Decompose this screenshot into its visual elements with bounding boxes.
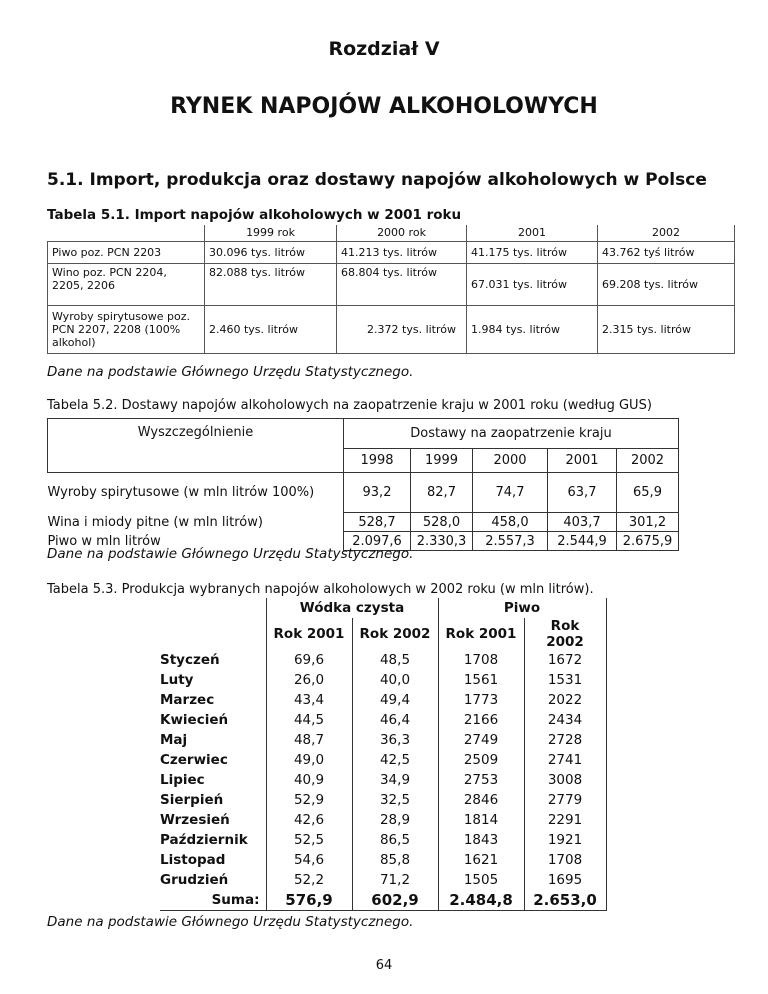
table-cell: 2.557,3 (473, 532, 548, 551)
col-header: Wyszczególnienie (48, 419, 344, 473)
table-cell: 65,9 (617, 473, 679, 513)
year-cell: 2002 (617, 449, 679, 473)
table-cell: 1505 (438, 870, 524, 890)
table-cell: 42,5 (352, 750, 438, 770)
table3-caption: Tabela 5.3. Produkcja wybranych napojów alkoholowych w 2002 roku (w mln litrów). (47, 582, 594, 597)
table-cell: 52,5 (266, 830, 352, 850)
table-row (48, 513, 679, 532)
table-cell: 41.213 tys. litrów (337, 241, 467, 263)
table-cell: 43,4 (266, 690, 352, 710)
table-row (160, 830, 606, 850)
table2-caption: Tabela 5.2. Dostawy napojów alkoholowych na zaopatrzenie kraju w 2001 roku (według GUS) (47, 398, 652, 413)
table-cell: 54,6 (266, 850, 352, 870)
year-cell: 2000 (473, 449, 548, 473)
table-cell: 69.208 tys. litrów (598, 263, 735, 305)
sum-row (160, 890, 606, 910)
table-cell: 40,9 (266, 770, 352, 790)
group-header: Dostawy na zaopatrzenie kraju (344, 419, 679, 449)
sum-cell: 602,9 (352, 890, 438, 910)
table-cell: 2509 (438, 750, 524, 770)
month-label: Luty (160, 672, 194, 688)
year-cell: 2001 (548, 449, 617, 473)
row-label: Piwo w mln litrów (47, 533, 161, 549)
table-row (160, 650, 606, 670)
table-cell: 1708 (438, 650, 524, 670)
month-label: Grudzień (160, 872, 229, 888)
table-cell: 49,4 (352, 690, 438, 710)
table-cell: 2.544,9 (548, 532, 617, 551)
table-cell: 26,0 (266, 670, 352, 690)
table-cell: 40,0 (352, 670, 438, 690)
table-cell: 2.315 tys. litrów (598, 305, 735, 353)
production-rows (160, 650, 606, 890)
row-label: Wyroby spirytusowe (w mln litrów 100%) (47, 485, 315, 501)
table-row (160, 870, 606, 890)
table-cell: 2.330,3 (411, 532, 473, 551)
table-cell: 528,7 (344, 513, 411, 532)
chapter-heading: Rozdział V (328, 38, 440, 60)
month-label: Sierpień (160, 792, 224, 808)
table-cell: 2846 (438, 790, 524, 810)
month-label: Maj (160, 732, 188, 748)
table-row (160, 670, 606, 690)
supply-table (47, 418, 679, 551)
sum-cell: 2.653,0 (524, 890, 606, 910)
header-cell: 2000 rok (337, 225, 467, 241)
table-cell: 1773 (438, 690, 524, 710)
table-cell: 1695 (524, 870, 606, 890)
table-cell: 63,7 (548, 473, 617, 513)
table-cell: 52,2 (266, 870, 352, 890)
header-cell: 1999 rok (205, 225, 337, 241)
table-cell: 1672 (524, 650, 606, 670)
header-cell: 2002 (598, 225, 735, 241)
table-cell: 1561 (438, 670, 524, 690)
table-cell: 42,6 (266, 810, 352, 830)
row-label: Wyroby spirytusowe poz. PCN 2207, 2208 (100% alkohol) (48, 305, 205, 353)
table-row (160, 790, 606, 810)
import-table (47, 225, 735, 354)
group-header-row (160, 598, 606, 618)
table-cell: 2022 (524, 690, 606, 710)
table-cell: 2753 (438, 770, 524, 790)
table-cell: 2291 (524, 810, 606, 830)
table1-source: Dane na podstawie Głównego Urzędu Statystycznego. (47, 364, 414, 380)
row-label: Piwo poz. PCN 2203 (48, 241, 205, 263)
header-cell: 2001 (467, 225, 598, 241)
table-cell: 2166 (438, 710, 524, 730)
sub-header: Rok 2002 (524, 618, 606, 650)
table-cell: 36,3 (352, 730, 438, 750)
table-cell: 1.984 tys. litrów (467, 305, 598, 353)
table-cell: 41.175 tys. litrów (467, 241, 598, 263)
table-cell: 2749 (438, 730, 524, 750)
month-label: Czerwiec (160, 752, 228, 768)
table-cell: 1814 (438, 810, 524, 830)
month-label: Kwiecień (160, 712, 229, 728)
table-cell: 2.460 tys. litrów (205, 305, 337, 353)
table-row (160, 750, 606, 770)
table-cell: 67.031 tys. litrów (467, 263, 598, 305)
table-cell: 3008 (524, 770, 606, 790)
table-cell: 1531 (524, 670, 606, 690)
table-cell: 2779 (524, 790, 606, 810)
table-cell: 2434 (524, 710, 606, 730)
table-row (160, 770, 606, 790)
table-cell: 82.088 tys. litrów (205, 263, 337, 305)
table-cell: 86,5 (352, 830, 438, 850)
table-cell: 2.097,6 (344, 532, 411, 551)
table-cell: 458,0 (473, 513, 548, 532)
page-number: 64 (375, 958, 393, 973)
table-row (160, 710, 606, 730)
table-cell: 32,5 (352, 790, 438, 810)
table-cell: 403,7 (548, 513, 617, 532)
production-table (160, 598, 607, 911)
blank-cell (160, 618, 266, 650)
table-cell: 71,2 (352, 870, 438, 890)
table-cell: 48,5 (352, 650, 438, 670)
table-cell: 82,7 (411, 473, 473, 513)
sub-header: Rok 2002 (352, 618, 438, 650)
table-cell: 2.675,9 (617, 532, 679, 551)
table-cell: 2741 (524, 750, 606, 770)
table-cell: 44,5 (266, 710, 352, 730)
year-cell: 1999 (411, 449, 473, 473)
table-cell: 2.372 tys. litrów (337, 305, 467, 353)
group-header-vodka: Wódka czysta (266, 598, 438, 618)
sum-cell: 2.484,8 (438, 890, 524, 910)
table-cell: 52,9 (266, 790, 352, 810)
table-cell: 74,7 (473, 473, 548, 513)
header-blank (48, 225, 205, 241)
month-label: Styczeń (160, 652, 220, 668)
month-label: Marzec (160, 692, 215, 708)
month-label: Listopad (160, 852, 226, 868)
sub-header: Rok 2001 (438, 618, 524, 650)
group-header-beer: Piwo (438, 598, 606, 618)
table-row (160, 850, 606, 870)
table-row (48, 473, 679, 513)
table-row (48, 263, 735, 305)
sub-header-row (160, 618, 606, 650)
month-label: Wrzesień (160, 812, 230, 828)
import-table-header (48, 225, 735, 241)
table-cell: 301,2 (617, 513, 679, 532)
blank-cell (160, 598, 266, 618)
sum-label: Suma: (160, 890, 266, 910)
table-cell: 2728 (524, 730, 606, 750)
table-row (160, 690, 606, 710)
supply-header-row (48, 419, 679, 449)
table-cell: 28,9 (352, 810, 438, 830)
page-title: RYNEK NAPOJÓW ALKOHOLOWYCH (170, 94, 598, 119)
table-cell: 1843 (438, 830, 524, 850)
section-heading: 5.1. Import, produkcja oraz dostawy napojów alkoholowych w Polsce (47, 170, 707, 190)
year-cell: 1998 (344, 449, 411, 473)
table-cell: 46,4 (352, 710, 438, 730)
table-cell: 85,8 (352, 850, 438, 870)
month-label: Październik (160, 832, 248, 848)
table-cell: 43.762 tyś litrów (598, 241, 735, 263)
table1-caption: Tabela 5.1. Import napojów alkoholowych w 2001 roku (47, 207, 462, 223)
table-row (160, 810, 606, 830)
table-cell: 528,0 (411, 513, 473, 532)
table3-source: Dane na podstawie Głównego Urzędu Statystycznego. (47, 914, 414, 930)
month-label: Lipiec (160, 772, 205, 788)
row-label: Wino poz. PCN 2204, 2205, 2206 (48, 263, 205, 305)
table-cell: 68.804 tys. litrów (337, 263, 467, 305)
table-cell: 34,9 (352, 770, 438, 790)
table-cell: 1621 (438, 850, 524, 870)
sum-cell: 576,9 (266, 890, 352, 910)
table-row (48, 241, 735, 263)
table2-source: Dane na podstawie Głównego Urzędu Statystycznego. (47, 546, 414, 562)
sub-header: Rok 2001 (266, 618, 352, 650)
table-cell: 30.096 tys. litrów (205, 241, 337, 263)
table-cell: 1708 (524, 850, 606, 870)
table-cell: 48,7 (266, 730, 352, 750)
row-label: Wina i miody pitne (w mln litrów) (47, 514, 263, 530)
table-cell: 69,6 (266, 650, 352, 670)
table-cell: 93,2 (344, 473, 411, 513)
table-cell: 1921 (524, 830, 606, 850)
table-row (48, 305, 735, 353)
table-row (160, 730, 606, 750)
table-cell: 49,0 (266, 750, 352, 770)
